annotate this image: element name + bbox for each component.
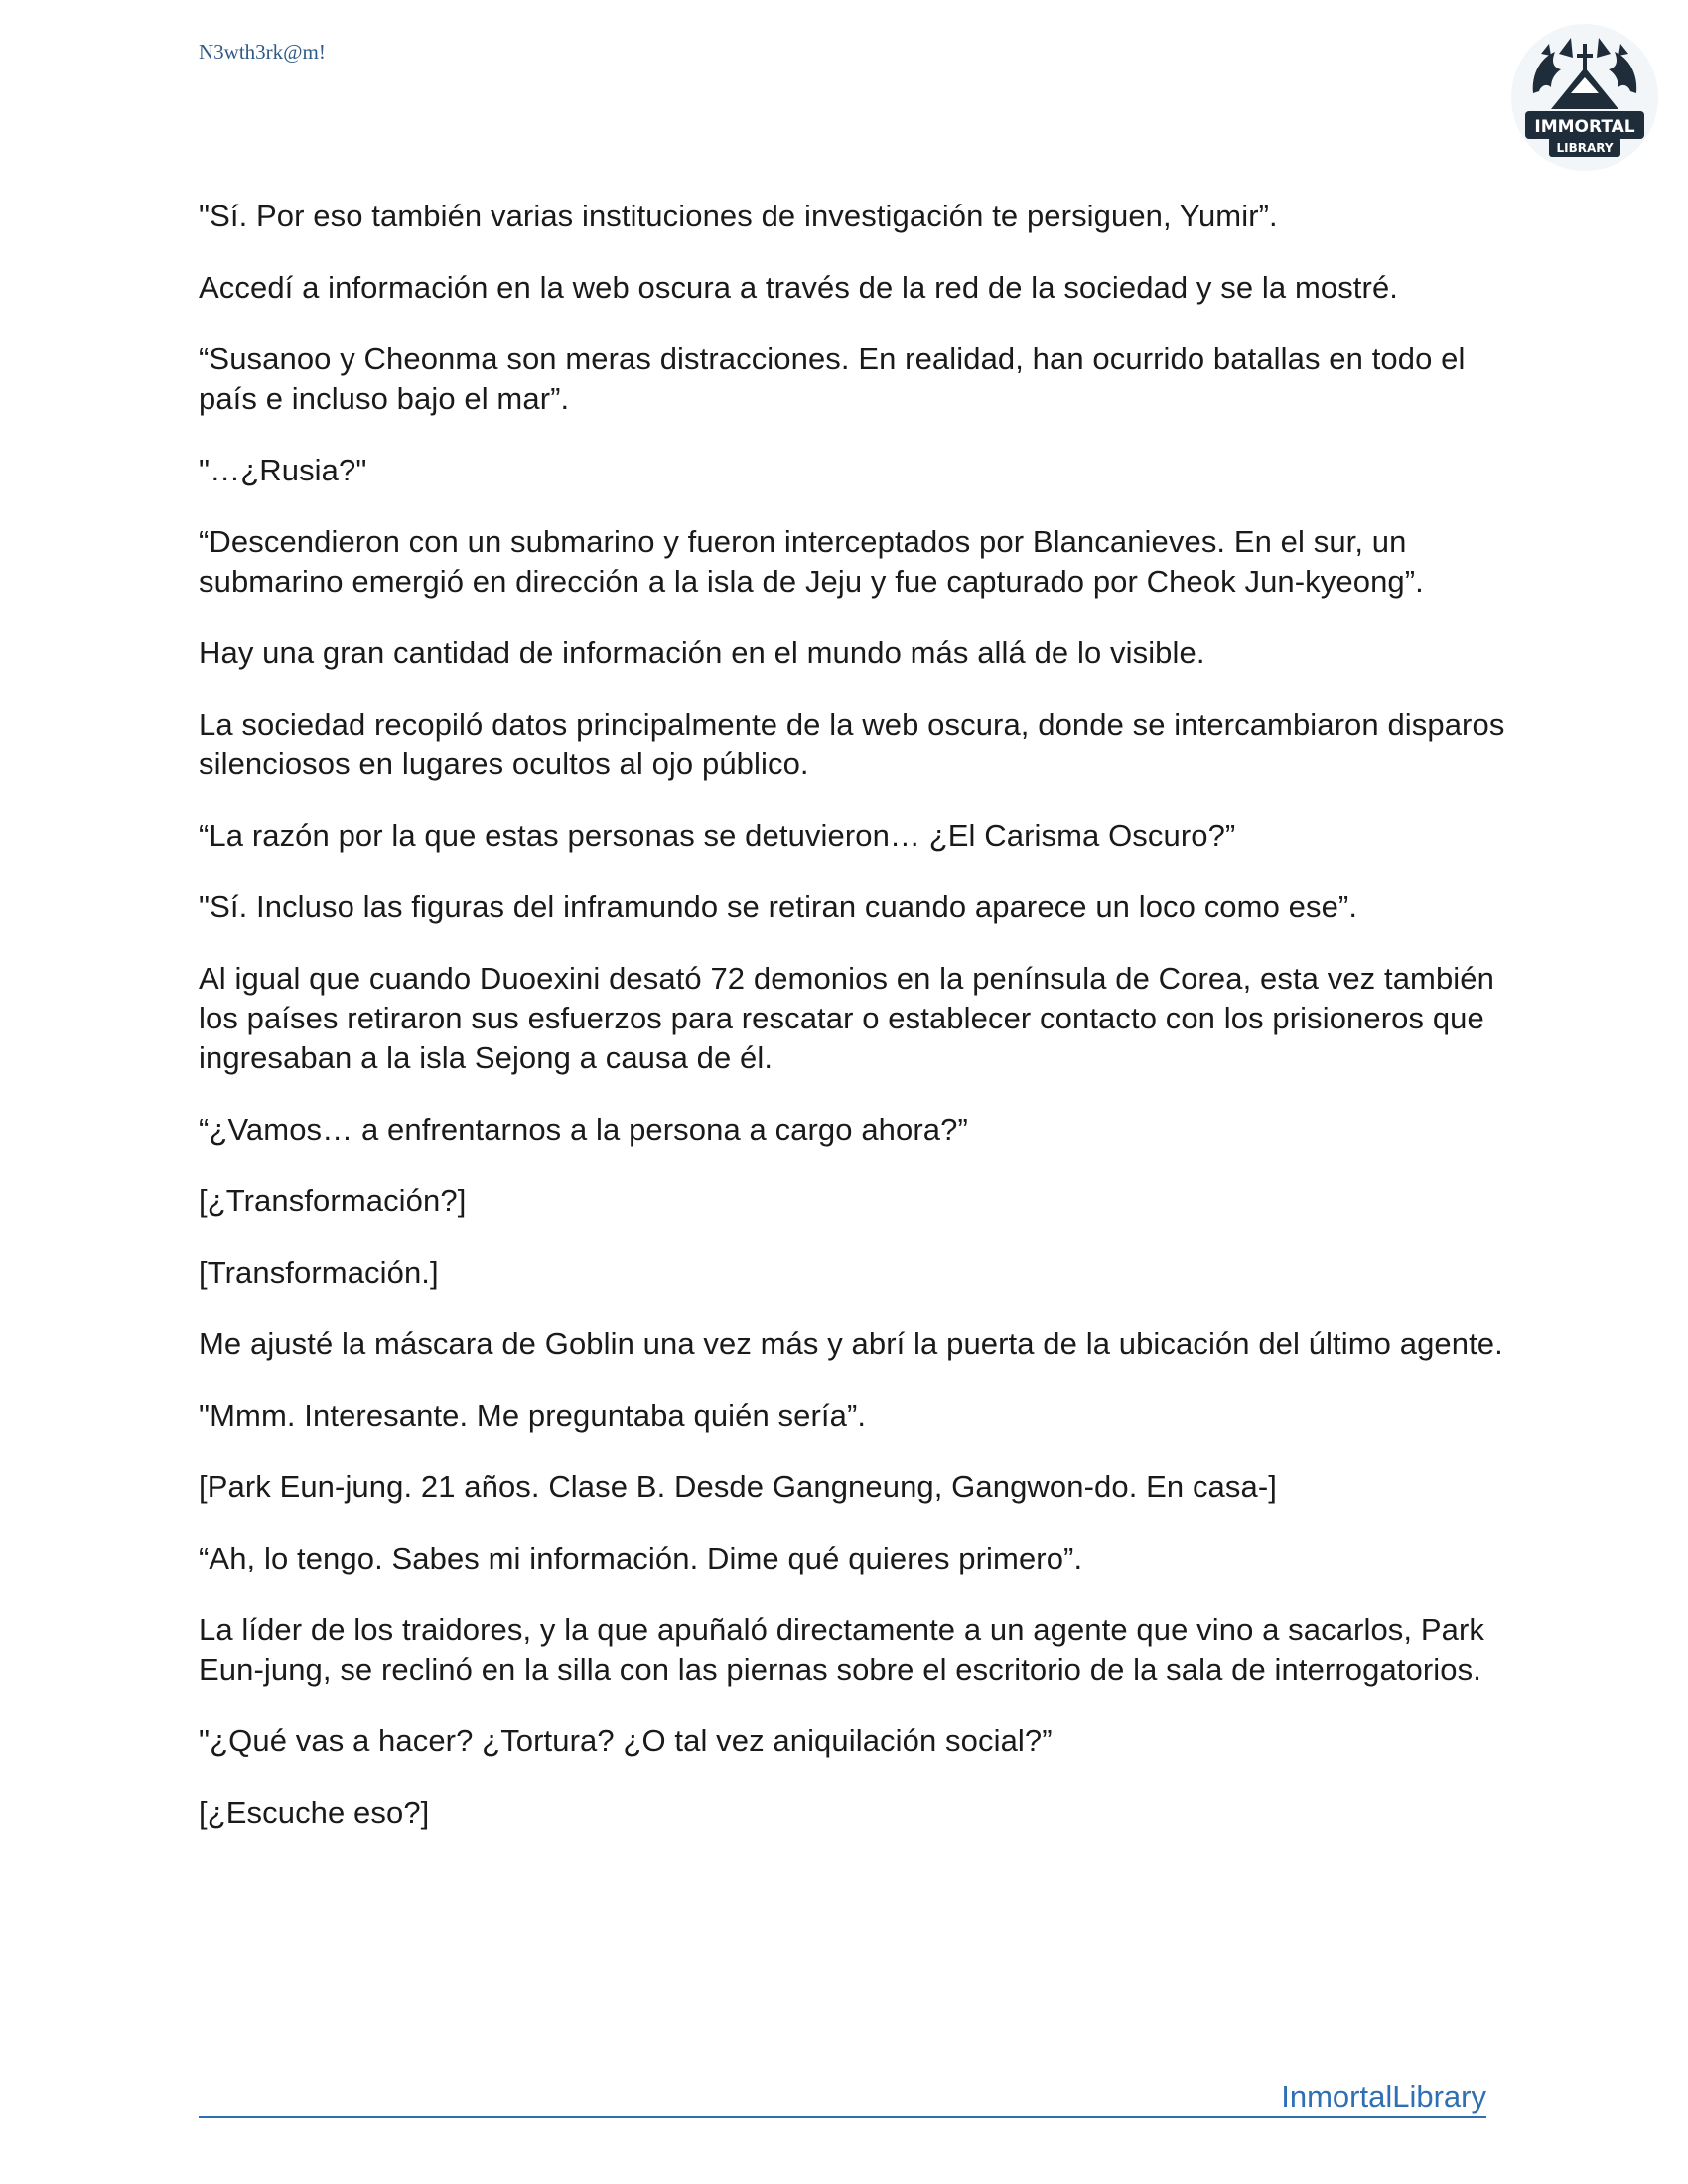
- logo-text-line1: IMMORTAL: [1534, 117, 1635, 137]
- paragraph: Me ajusté la máscara de Goblin una vez más y abrí la puerta de la ubicación del último agente.: [199, 1326, 1503, 1361]
- document-body: [199, 197, 1509, 1864]
- paragraph: Accedí a información en la web oscura a través de la red de la sociedad y se la mostré.: [199, 270, 1398, 305]
- paragraph: "…¿Rusia?": [199, 453, 367, 487]
- paragraph: "¿Qué vas a hacer? ¿Tortura? ¿O tal vez aniquilación social?”: [199, 1723, 1053, 1758]
- paragraph: Al igual que cuando Duoexini desató 72 demonios en la península de Corea, esta vez también los países retiraron sus esfuerzos para rescatar o establecer contacto con los prisioneros que ingresaban a la isla Sejong a causa de él.: [199, 961, 1494, 1075]
- footer-link[interactable]: InmortalLibrary: [1281, 2079, 1486, 2114]
- paragraph: “La razón por la que estas personas se detuvieron… ¿El Carisma Oscuro?”: [199, 818, 1236, 853]
- footer-rule: [199, 2116, 1486, 2118]
- paragraph: [¿Escuche eso?]: [199, 1795, 430, 1830]
- immortal-library-logo-icon: [1511, 24, 1658, 171]
- paragraph: La sociedad recopiló datos principalmente de la web oscura, donde se intercambiaron disparos silenciosos en lugares ocultos al ojo público.: [199, 707, 1505, 781]
- paragraph: [Transformación.]: [199, 1255, 439, 1290]
- paragraph: “Susanoo y Cheonma son meras distracciones. En realidad, han ocurrido batallas en todo el país e incluso bajo el mar”.: [199, 341, 1466, 416]
- paragraph: La líder de los traidores, y la que apuñaló directamente a un agente que vino a sacarlos, Park Eun-jung, se reclinó en la silla con las piernas sobre el escritorio de la sala de interrogatorios.: [199, 1612, 1484, 1687]
- paragraph: “Ah, lo tengo. Sabes mi información. Dime qué quieres primero”.: [199, 1541, 1083, 1575]
- paragraph: “¿Vamos… a enfrentarnos a la persona a cargo ahora?”: [199, 1112, 968, 1147]
- logo-text-line2: LIBRARY: [1556, 141, 1614, 155]
- paragraph: "Sí. Incluso las figuras del inframundo se retiran cuando aparece un loco como ese”.: [199, 889, 1358, 924]
- paragraph: Hay una gran cantidad de información en el mundo más allá de lo visible.: [199, 635, 1205, 670]
- header-credit: N3wth3rk@m!: [199, 40, 326, 64]
- paragraph: “Descendieron con un submarino y fueron interceptados por Blancanieves. En el sur, un submarino emergió en dirección a la isla de Jeju y fue capturado por Cheok Jun-kyeong”.: [199, 524, 1424, 599]
- paragraph: [¿Transformación?]: [199, 1183, 467, 1218]
- paragraph: "Sí. Por eso también varias instituciones de investigación te persiguen, Yumir”.: [199, 199, 1278, 233]
- paragraph: "Mmm. Interesante. Me preguntaba quién sería”.: [199, 1398, 867, 1433]
- paragraph: [Park Eun-jung. 21 años. Clase B. Desde Gangneung, Gangwon-do. En casa-]: [199, 1469, 1277, 1504]
